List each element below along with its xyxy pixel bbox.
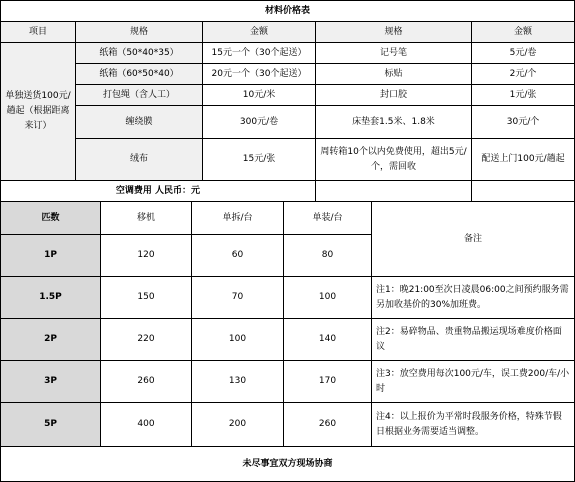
ac-row-move: 120 xyxy=(101,235,192,277)
material-spec: 缠绕膜 xyxy=(76,106,203,139)
material-spec: 纸箱（50*40*35） xyxy=(76,43,203,64)
material-amount: 20元一个（30个起送） xyxy=(203,64,316,85)
ac-header-install: 单装/台 xyxy=(284,202,372,235)
ac-row-install: 140 xyxy=(284,319,372,361)
ac-header-hp: 匹数 xyxy=(1,202,101,235)
material-amount: 15元一个（30个起送） xyxy=(203,43,316,64)
material-spec: 纸箱（60*50*40） xyxy=(76,64,203,85)
ac-row-move: 400 xyxy=(101,403,192,447)
footer-note: 未尽事宜双方现场协商 xyxy=(1,447,575,482)
material-spec: 封口胶 xyxy=(316,85,472,106)
ac-row-install: 170 xyxy=(284,361,372,403)
material-spec: 打包绳（含人工） xyxy=(76,85,203,106)
delivery-fee-label: 单独送货100元/趟起（根据距离来订） xyxy=(1,43,76,181)
ac-row-install: 100 xyxy=(284,277,372,319)
ac-note: 注2：易碎物品、贵重物品搬运现场难度价格面议 xyxy=(372,319,575,361)
header-amount-right: 金额 xyxy=(472,22,575,43)
header-item: 项目 xyxy=(1,22,76,43)
ac-row-hp: 5P xyxy=(1,403,101,447)
ac-row-uninstall: 130 xyxy=(192,361,284,403)
ac-row-move: 150 xyxy=(101,277,192,319)
header-amount-left: 金额 xyxy=(203,22,316,43)
material-amount: 30元/个 xyxy=(472,106,575,139)
ac-note: 注1：晚21:00至次日凌晨06:00之间预约服务需另加收基价的30%加班费。 xyxy=(372,277,575,319)
ac-header-move: 移机 xyxy=(101,202,192,235)
material-amount: 2元/个 xyxy=(472,64,575,85)
header-spec-right: 规格 xyxy=(316,22,472,43)
ac-row-uninstall: 70 xyxy=(192,277,284,319)
ac-row-move: 220 xyxy=(101,319,192,361)
header-spec-left: 规格 xyxy=(76,22,203,43)
material-amount: 配送上门100元/趟起 xyxy=(472,139,575,181)
material-table-title: 材料价格表 xyxy=(1,1,575,22)
ac-note: 注3：放空费用每次100元/车，误工费200/车/小时 xyxy=(372,361,575,403)
material-spec: 床垫套1.5米、1.8米 xyxy=(316,106,472,139)
ac-header-notes: 备注 xyxy=(372,202,575,277)
material-amount: 300元/卷 xyxy=(203,106,316,139)
ac-header-uninstall: 单拆/台 xyxy=(192,202,284,235)
blank-cell xyxy=(472,181,575,202)
material-spec: 周转箱10个以内免费使用，超出5元/个，需回收 xyxy=(316,139,472,181)
ac-row-move: 260 xyxy=(101,361,192,403)
ac-row-hp: 1.5P xyxy=(1,277,101,319)
ac-fee-label: 空调费用 人民币：元 xyxy=(1,181,316,202)
ac-row-hp: 3P xyxy=(1,361,101,403)
ac-row-install: 260 xyxy=(284,403,372,447)
ac-row-hp: 2P xyxy=(1,319,101,361)
material-spec: 记号笔 xyxy=(316,43,472,64)
ac-row-install: 80 xyxy=(284,235,372,277)
material-amount: 10元/米 xyxy=(203,85,316,106)
blank-cell xyxy=(316,181,472,202)
material-spec: 绒布 xyxy=(76,139,203,181)
ac-row-hp: 1P xyxy=(1,235,101,277)
material-amount: 15元/张 xyxy=(203,139,316,181)
material-amount: 1元/张 xyxy=(472,85,575,106)
ac-row-uninstall: 60 xyxy=(192,235,284,277)
material-spec: 标贴 xyxy=(316,64,472,85)
ac-row-uninstall: 200 xyxy=(192,403,284,447)
ac-row-uninstall: 100 xyxy=(192,319,284,361)
material-amount: 5元/卷 xyxy=(472,43,575,64)
ac-note: 注4：以上报价为平常时段服务价格，特殊节假日根据业务需要适当调整。 xyxy=(372,403,575,447)
